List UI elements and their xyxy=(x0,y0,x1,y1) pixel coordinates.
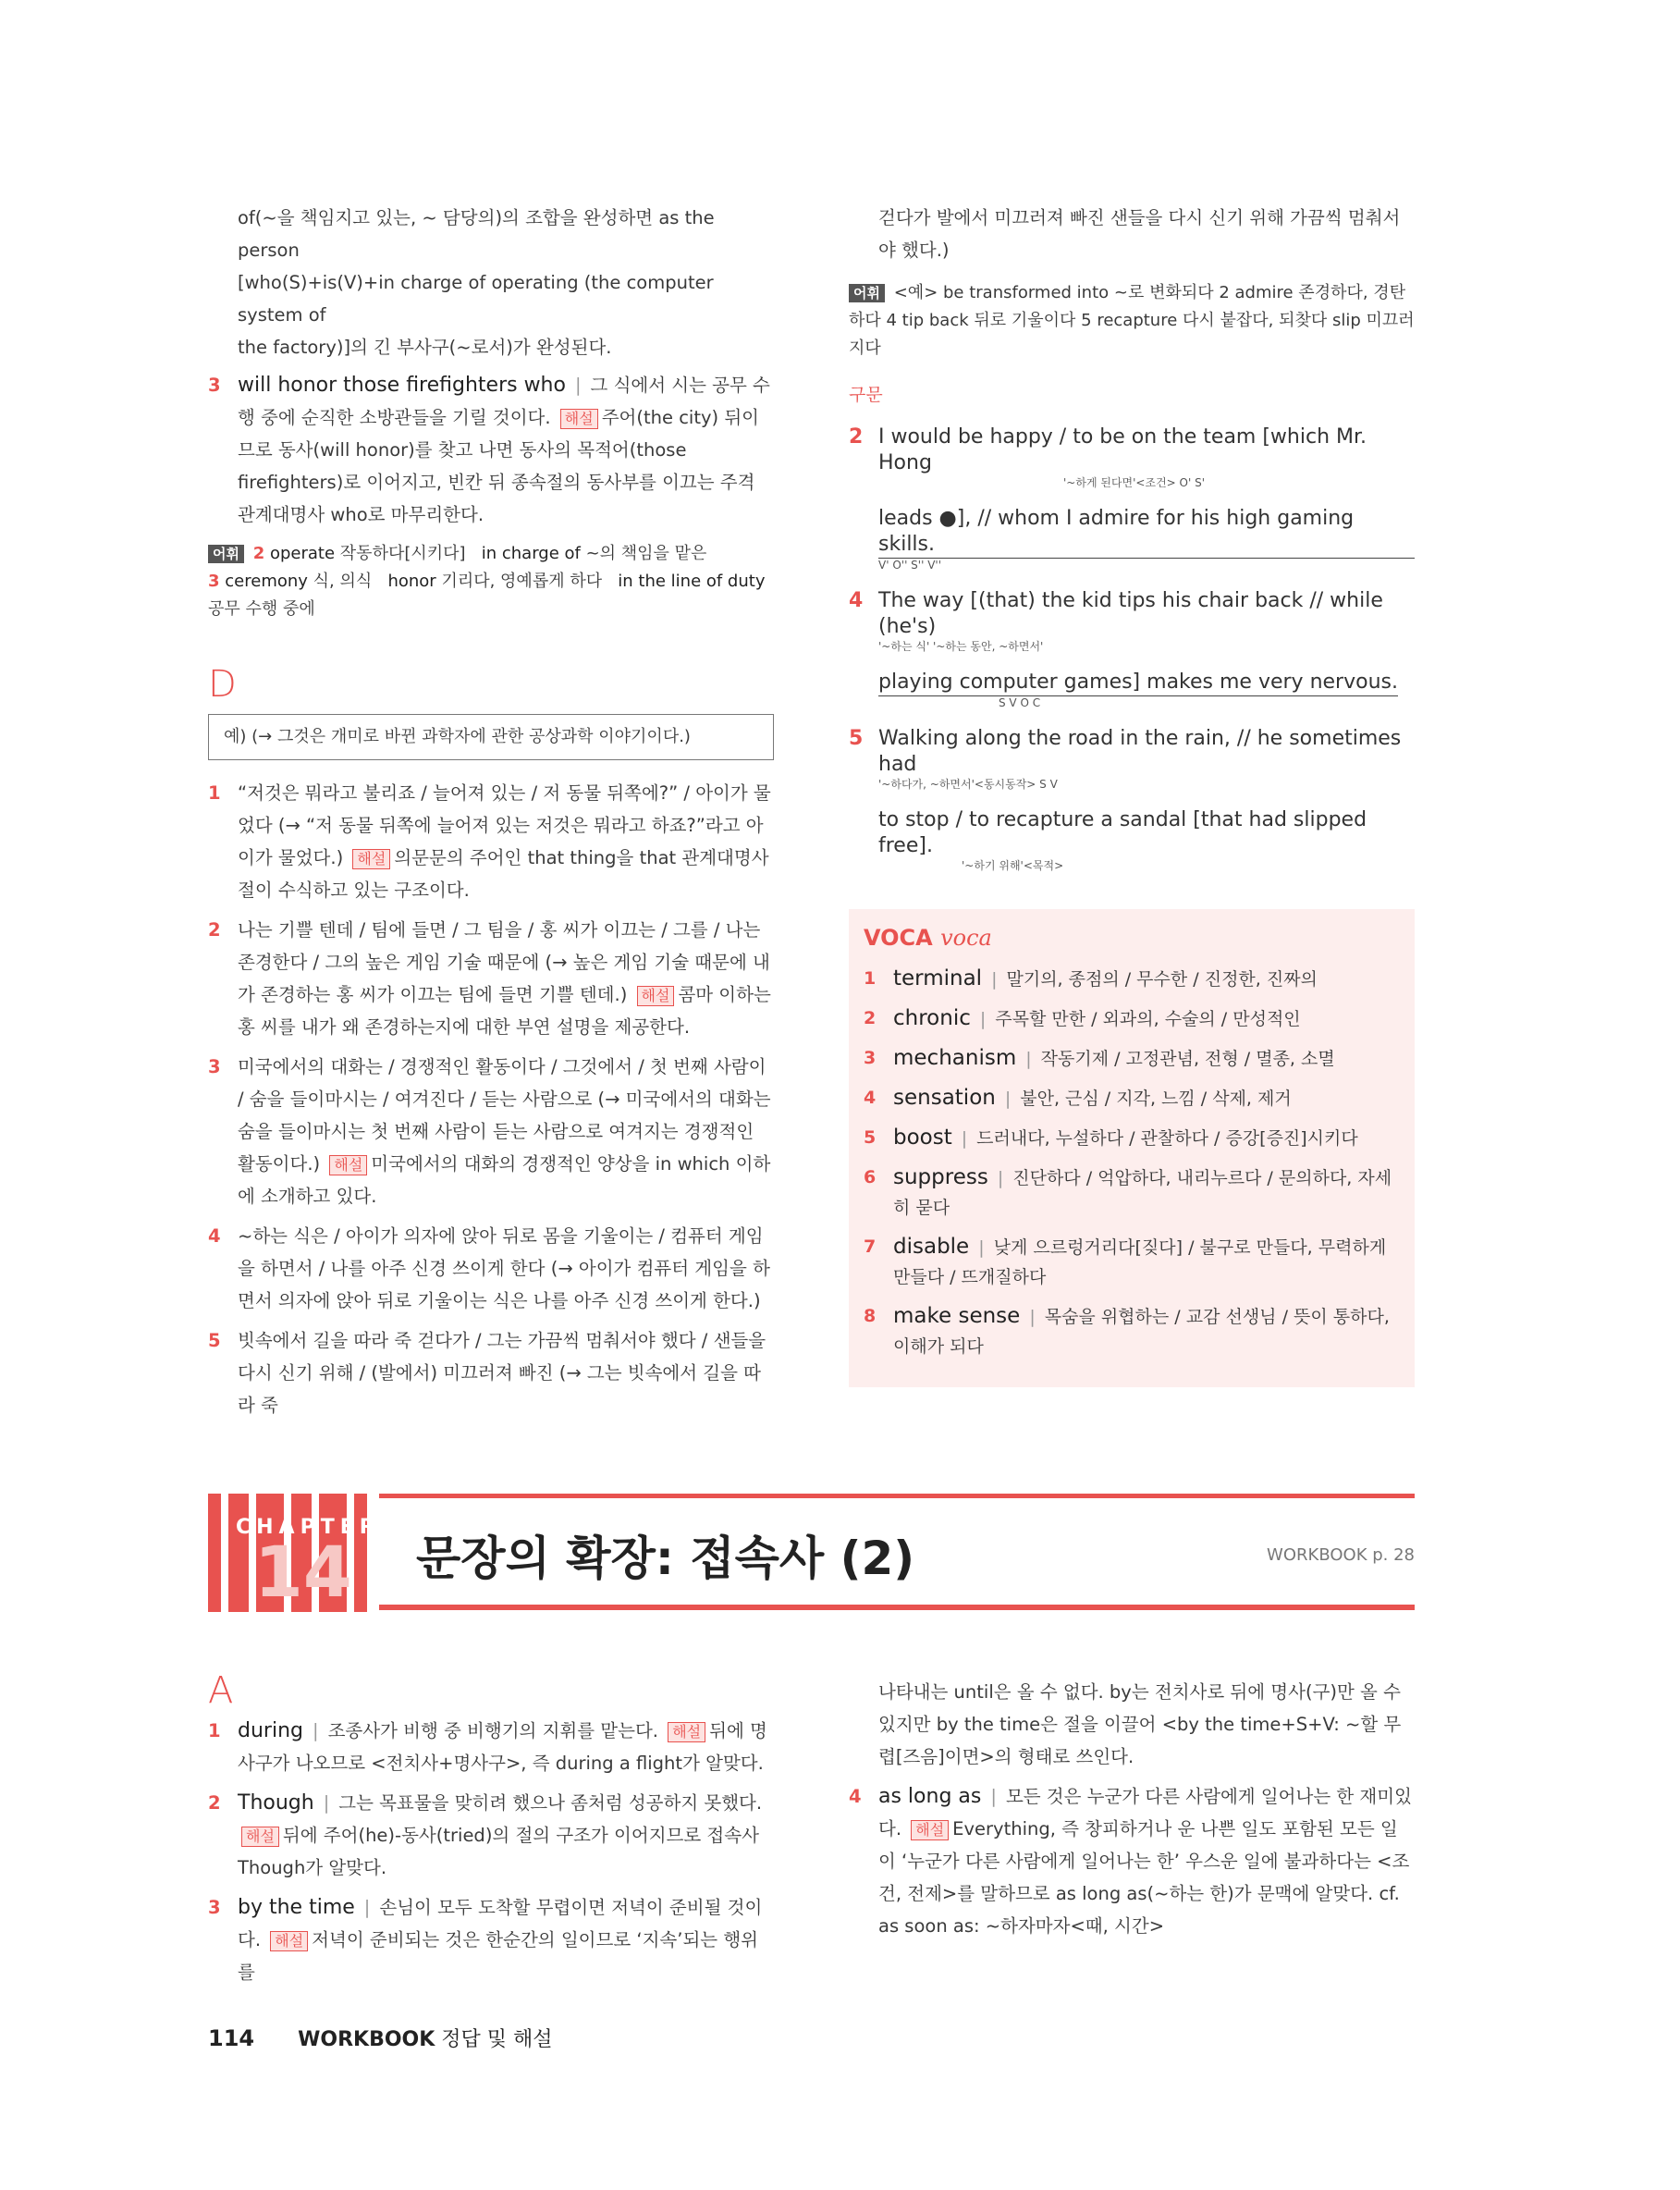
item-number: 4 xyxy=(208,1225,221,1247)
explanation-text: 주어(the city) 뒤이므로 동사(will honor)를 찾고 나면 동사의 목적어(those firefighters)로 이어지고, 빈칸 뒤 종속절의 동사부를 이끄는 주격 관계대명사 who로 마무리한다. xyxy=(238,407,760,525)
separator: | xyxy=(961,1128,968,1149)
translation-text: 빗속에서 길을 따라 죽 걷다가 / 그는 가끔씩 멈춰서야 했다 / 샌들을 다시 신기 위해 / (발에서) 미끄러져 빠진 (→ 그는 빗속에서 길을 따라 죽 xyxy=(238,1330,766,1416)
voca-meaning: 낮게 으르렁거리다[짖다] / 불구로 만들다, 무력하게 만들다 / 뜨개질하다 xyxy=(893,1237,1387,1287)
explanation-text: 의문문의 주어인 that thing을 that 관계대명사절이 수식하고 있는 구조이다. xyxy=(238,847,769,901)
answer-keyword: as long as xyxy=(878,1785,982,1808)
voca-meaning: 주목할 만한 / 외과의, 수술의 / 만성적인 xyxy=(995,1009,1301,1029)
voca-meaning: 목숨을 위협하는 / 교감 선생님 / 뜻이 통하다, 이해가 되다 xyxy=(893,1307,1390,1357)
chapter-title: 문장의 확장: 접속사 (2) xyxy=(416,1532,915,1585)
item-number: 8 xyxy=(864,1306,877,1326)
section-a-left xyxy=(208,1669,774,1996)
section-heading-a: A xyxy=(208,1669,234,1712)
item-number: 3 xyxy=(208,1056,221,1077)
vocab-word: ceremony xyxy=(225,572,308,591)
separator: | xyxy=(363,1897,371,1918)
translation-text: 모든 것은 누군가 다른 사람에게 일어나는 한 재미있다. xyxy=(878,1786,1412,1839)
item-number: 1 xyxy=(864,968,877,989)
translation-text: 조종사가 비행 중 비행기의 지휘를 맡는다. xyxy=(327,1720,658,1741)
answer-keyword: Though xyxy=(238,1791,314,1815)
item-number: 2 xyxy=(208,1792,221,1814)
a-item xyxy=(208,1787,774,1884)
voca-word: boost xyxy=(893,1126,952,1150)
footer-sub: 정답 및 해설 xyxy=(441,2028,553,2051)
intro-text: 걷다가 발에서 미끄러져 빠진 샌들을 다시 신기 위해 가끔씩 멈춰서야 했다.) xyxy=(878,207,1401,261)
syntax-sentence xyxy=(849,726,1415,872)
workbook-reference: WORKBOOK p. 28 xyxy=(1267,1545,1415,1565)
intro-text xyxy=(208,202,774,363)
continued-text: 나타내는 until은 올 수 없다. by는 전치사로 뒤에 명사(구)만 올 수 있지만 by the time은 절을 이끌어 <by the time+S+V: ~할 무렵[즈음]이면>의 형태로 쓰인다. xyxy=(878,1681,1402,1767)
footer-label: WORKBOOK xyxy=(298,2028,435,2051)
chapter-header xyxy=(208,1494,1415,1612)
grammar-labels: '~하게 된다면'<조건> O' S' xyxy=(1063,476,1206,489)
vocab-meaning: 기리다, 영예롭게 하다 xyxy=(441,572,603,591)
separator: | xyxy=(979,1009,987,1029)
explanation-tag: 해설 xyxy=(668,1722,705,1742)
separator: | xyxy=(1004,1089,1012,1109)
explanation-text: Everything, 즉 창피하거나 운 나쁜 일도 포함된 모든 일이 ‘누군가 다른 사람에게 일어나는 한’ 우스운 일에 불과하다는 <조건, 전제>를 말하므로 as long as(~하는 한)가 문맥에 알맞다. cf. as soon as: ~하자마자<때, 시간> xyxy=(878,1818,1410,1937)
syntax-sentence xyxy=(849,588,1415,709)
d-item xyxy=(208,777,774,906)
voca-word: disable xyxy=(893,1235,970,1259)
voca-word: suppress xyxy=(893,1165,988,1189)
grammar-labels: '~하는 식' '~하는 동안, ~하면서' xyxy=(878,640,1044,653)
separator: | xyxy=(574,375,582,396)
left-column xyxy=(208,202,774,1429)
voca-meaning: 불안, 근심 / 지각, 느낌 / 삭제, 제거 xyxy=(1020,1089,1292,1109)
voca-item xyxy=(864,1163,1400,1223)
a-item xyxy=(208,1715,774,1779)
voca-title-main: VOCA xyxy=(864,925,933,951)
item-number: 1 xyxy=(208,1720,221,1741)
a-item xyxy=(208,1891,774,1988)
explanation-tag: 해설 xyxy=(270,1931,308,1951)
separator: | xyxy=(1029,1307,1036,1327)
separator: | xyxy=(997,1168,1004,1188)
grammar-labels: V' O'' S'' V'' xyxy=(878,559,942,572)
answer-keyword: during xyxy=(238,1719,303,1742)
sentence-line: leads ●], // whom I admire for his high gaming skills. xyxy=(878,506,1415,559)
translation-text: 미국에서의 대화는 / 경쟁적인 활동이다 / 그것에서 / 첫 번째 사람이 / 숨을 들이마시는 / 여겨진다 / 듣는 사람으로 (→ 미국에서의 대화는 숨을 들이마시는 첫 번째 사람이 듣는 사람으로 여겨지는 경쟁적인 활동이다.) xyxy=(238,1056,771,1175)
section-a-right xyxy=(849,1676,1415,1950)
vocab-meaning: 식, 의식 xyxy=(313,572,373,591)
vocab-num: 3 xyxy=(208,572,220,591)
explanation-tag: 해설 xyxy=(352,849,390,869)
separator: | xyxy=(991,969,998,990)
vocab-meaning: ~의 책임을 맡은 xyxy=(585,544,707,563)
sentence-line: to stop / to recapture a sandal [that had slipped free]. xyxy=(878,808,1367,857)
page-number: 114 xyxy=(208,2025,255,2051)
answer-item-3 xyxy=(208,369,774,531)
translation-text: 나는 기쁠 텐데 / 팀에 들면 / 그 팀을 / 홍 씨가 이끄는 / 그를 / 나는 존경한다 / 그의 높은 게임 기술 때문에 (→ 높은 게임 기술 때문에 내가 존경하는 홍 씨가 이끄는 팀에 들면 기쁠 텐데.) xyxy=(238,919,770,1005)
page-footer xyxy=(208,2024,553,2052)
voca-meaning: 작동기제 / 고정관념, 전형 / 멸종, 소멸 xyxy=(1040,1049,1335,1069)
explanation-tag: 해설 xyxy=(560,409,598,429)
voca-title-script: voca xyxy=(940,925,992,951)
voca-box xyxy=(849,909,1415,1387)
vocab-meaning: 작동하다[시키다] xyxy=(339,544,466,563)
separator: | xyxy=(978,1237,985,1258)
voca-item xyxy=(864,1003,1400,1034)
chapter-number: 14 xyxy=(254,1531,352,1613)
explanation-tag: 해설 xyxy=(911,1820,949,1840)
answer-keyword: by the time xyxy=(238,1896,355,1919)
separator: | xyxy=(312,1720,319,1741)
vocab-word: in charge of xyxy=(481,544,581,563)
voca-item xyxy=(864,1083,1400,1113)
vocab-num: 2 xyxy=(252,544,265,563)
translation-text: 그 식에서 시는 공무 수행 중에 순직한 소방관들을 기릴 것이다. xyxy=(238,375,770,428)
translation-text: “저것은 뭐라고 불리죠 / 늘어져 있는 / 저 동물 뒤쪽에?” / 아이가 물었다 (→ “저 동물 뒤쪽에 늘어져 있는 저것은 뭐라고 하죠?”라고 아이가 물었다.) xyxy=(238,782,771,868)
vocab-block xyxy=(208,540,774,623)
intro-line: of(~을 책임지고 있는, ~ 담당의)의 조합을 완성하면 as the person xyxy=(238,207,715,261)
sentence-line: playing computer games] makes me very nervous. xyxy=(878,670,1398,696)
item-number: 2 xyxy=(849,425,864,449)
explanation-text: 뒤에 주어(he)-동사(tried)의 절의 구조가 이어지므로 접속사 Though가 알맞다. xyxy=(238,1825,759,1878)
chapter-rule-bottom xyxy=(379,1605,1415,1610)
item-number: 4 xyxy=(849,1786,862,1807)
voca-word: mechanism xyxy=(893,1046,1017,1070)
grammar-labels: '~하기 위해'<목적> xyxy=(962,859,1064,872)
a-item xyxy=(849,1780,1415,1942)
item-number: 5 xyxy=(208,1330,221,1351)
explanation-text: 콤마 이하는 홍 씨를 내가 왜 존경하는지에 대한 부연 설명을 제공한다. xyxy=(238,984,771,1038)
voca-meaning: 진단하다 / 억압하다, 내리누르다 / 문의하다, 자세히 묻다 xyxy=(893,1168,1392,1218)
vocab-word: honor xyxy=(387,572,436,591)
voca-item xyxy=(864,1232,1400,1292)
grammar-labels: S V O C xyxy=(999,696,1041,709)
explanation-text: 미국에서의 대화의 경쟁적인 양상을 in which 이하에 소개하고 있다. xyxy=(238,1153,771,1207)
right-column xyxy=(849,202,1415,1387)
intro-line: the factory)]의 긴 부사구(~로서)가 완성된다. xyxy=(238,337,612,358)
item-number: 3 xyxy=(208,375,221,396)
item-number: 2 xyxy=(864,1008,877,1028)
syntax-sentence xyxy=(849,424,1415,572)
voca-word: sensation xyxy=(893,1086,996,1110)
d-item xyxy=(208,1051,774,1212)
item-number: 4 xyxy=(864,1088,877,1108)
item-number: 1 xyxy=(208,782,221,804)
voca-meaning: 말기의, 종점의 / 무수한 / 진정한, 진짜의 xyxy=(1006,969,1318,990)
section-heading-d: D xyxy=(208,663,237,706)
voca-meaning: 드러내다, 누설하다 / 관찰하다 / 증강[증진]시키다 xyxy=(976,1128,1358,1149)
translation-text: 손님이 모두 도착할 무렵이면 저녁이 준비될 것이다. xyxy=(238,1897,763,1950)
vocab-label: 어휘 xyxy=(849,284,885,302)
voca-title xyxy=(864,922,1400,954)
intro-line: [who(S)+is(V)+in charge of operating (the computer system of xyxy=(238,272,714,326)
explanation-tag: 해설 xyxy=(241,1827,279,1847)
sentence-line: The way [(that) the kid tips his chair back // while (he's) xyxy=(878,589,1383,638)
vocab-label: 어휘 xyxy=(208,545,244,563)
chapter-label: CHAPTER xyxy=(236,1516,381,1539)
voca-word: make sense xyxy=(893,1304,1021,1328)
sentence-line: Walking along the road in the rain, // he sometimes had xyxy=(878,727,1402,776)
voca-word: terminal xyxy=(893,966,983,990)
separator: | xyxy=(990,1786,997,1807)
explanation-tag: 해설 xyxy=(637,986,675,1006)
translation-text: ~하는 식은 / 아이가 의자에 앉아 뒤로 몸을 기울이는 / 컴퓨터 게임을 하면서 / 나를 아주 신경 쓰이게 한다 (→ 아이가 컴퓨터 게임을 하면서 의자에 앉아 뒤로 기울이는 식은 나를 아주 신경 쓰이게 한다.) xyxy=(238,1225,770,1311)
example-box: 예) (→ 그것은 개미로 바뀐 과학자에 관한 공상과학 이야기이다.) xyxy=(208,714,774,760)
item-number: 3 xyxy=(864,1048,877,1068)
vocab-block xyxy=(849,279,1415,363)
vocab-text: <예> be transformed into ~로 변화되다 2 admire 존경하다, 경탄하다 4 tip back 뒤로 기울이다 5 recapture 다시 붙잡다, 되찾다 slip 미끄러지다 xyxy=(849,283,1415,358)
item-number: 5 xyxy=(864,1127,877,1148)
voca-item xyxy=(864,1123,1400,1153)
vocab-meaning: 공무 수행 중에 xyxy=(208,599,315,619)
item-number: 2 xyxy=(208,919,221,941)
item-number: 7 xyxy=(864,1236,877,1257)
voca-item xyxy=(864,1301,1400,1361)
item-number: 5 xyxy=(849,727,864,750)
vocab-word: operate xyxy=(269,544,336,563)
separator: | xyxy=(1025,1049,1032,1069)
d-item xyxy=(208,914,774,1043)
sentence-line: I would be happy / to be on the team [which Mr. Hong xyxy=(878,425,1367,474)
item-number: 6 xyxy=(864,1167,877,1187)
explanation-tag: 해설 xyxy=(329,1155,367,1175)
syntax-label: 구문 xyxy=(849,385,883,405)
chapter-rule-top xyxy=(379,1494,1415,1498)
d-item xyxy=(208,1220,774,1317)
voca-word: chronic xyxy=(893,1006,971,1030)
item-number: 3 xyxy=(208,1897,221,1918)
voca-item xyxy=(864,1043,1400,1074)
voca-item xyxy=(864,964,1400,994)
explanation-text: 뒤에 명사구가 나오므로 <전치사+명사구>, 즉 during a flight가 알맞다. xyxy=(238,1720,767,1774)
grammar-labels: '~하다가, ~하면서'<동시동작> S V xyxy=(878,778,1058,791)
item-number: 4 xyxy=(849,589,864,612)
d-item xyxy=(208,1324,774,1421)
translation-text: 그는 목표물을 맞히려 했으나 좀처럼 성공하지 못했다. xyxy=(338,1792,763,1814)
answer-keyword: will honor those firefighters who xyxy=(238,374,566,397)
separator: | xyxy=(323,1792,330,1814)
vocab-word: in the line of duty xyxy=(618,572,766,591)
explanation-text: 저녁이 준비되는 것은 한순간의 일이므로 ‘지속’되는 행위를 xyxy=(238,1929,759,1983)
